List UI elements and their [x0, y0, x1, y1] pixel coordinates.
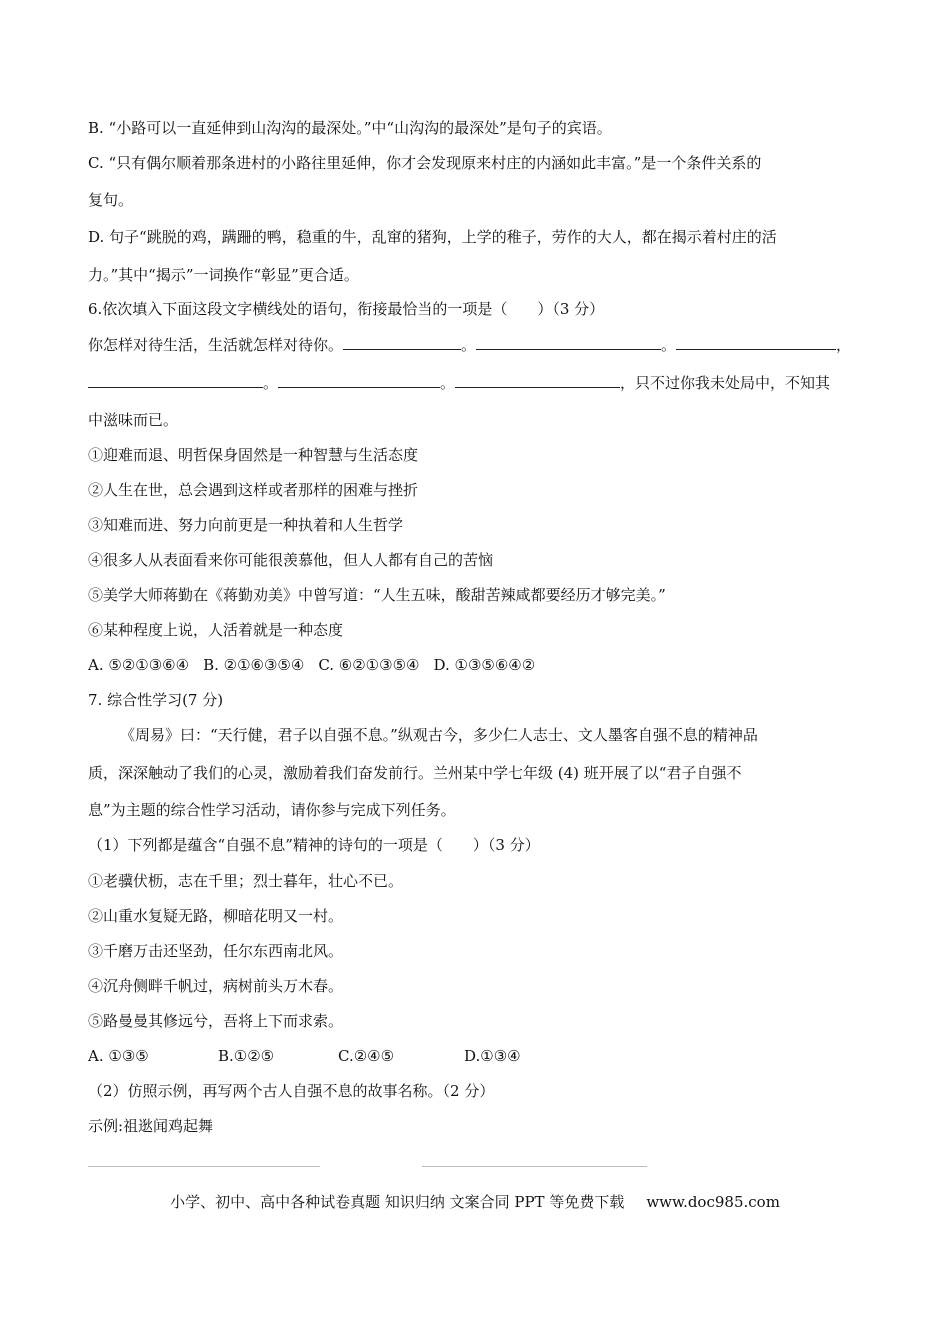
q6-choice-c[interactable]: C. ⑥②①③⑤④: [318, 656, 420, 674]
q6-passage-line2: 。 。 ，只不过你我未处局中，不知其: [88, 373, 830, 393]
q7-sub1-item-2: ②山重水复疑无路，柳暗花明又一村。: [88, 907, 344, 925]
q6-choice-a[interactable]: A. ⑤②①③⑥④: [88, 656, 190, 674]
q7-sub1-item-4: ④沉舟侧畔千帆过，病树前头万木春。: [88, 977, 344, 995]
q7-title: 7. 综合性学习(7 分): [88, 691, 224, 709]
q5-option-c-line2: 复句。: [88, 191, 134, 209]
answer-line-2[interactable]: [422, 1166, 647, 1167]
q5-option-c-line1: C. “只有偶尔顺着那条进村的小路往里延伸，你才会发现原来村庄的内涵如此丰富。”是一个条件关系的: [88, 154, 762, 172]
q6-item-1: ①迎难而退、明哲保身固然是一种智慧与生活态度: [88, 446, 419, 464]
answer-blank-3[interactable]: [676, 335, 836, 350]
q5-option-b: B. “小路可以一直延伸到山沟沟的最深处。”中“山沟沟的最深处”是句子的宾语。: [88, 119, 612, 137]
q7-choice-d[interactable]: D.①③④: [464, 1047, 521, 1065]
q6-choice-b[interactable]: B. ②①⑥③⑤④: [203, 656, 305, 674]
answer-blank-2[interactable]: [476, 335, 661, 350]
q7-sub1-item-1: ①老骥伏枥，志在千里；烈士暮年，壮心不已。: [88, 872, 404, 890]
q7-choice-c[interactable]: C.②④⑤: [338, 1047, 395, 1065]
q6-item-5: ⑤美学大师蒋勤在《蒋勤劝美》中曾写道：“人生五味，酸甜苦辣咸都要经历才够完美。”: [88, 586, 666, 604]
answer-blank-1[interactable]: [343, 335, 461, 350]
q7-sub1-item-3: ③千磨万击还坚劲，任尔东西南北风。: [88, 942, 344, 960]
q6-passage-line1: 你怎样对待生活，生活就怎样对待你。 。 。 ，: [88, 336, 852, 354]
q6-title: 6.依次填入下面这段文字横线处的语句，衔接最恰当的一项是（ ）（3 分）: [88, 300, 605, 318]
q7-intro-line2: 质，深深触动了我们的心灵，激励着我们奋发前行。兰州某中学七年级 (4) 班开展了以“君子自强不: [88, 764, 742, 782]
q6-choices: [88, 655, 549, 675]
answer-blank-6[interactable]: [455, 373, 620, 388]
q6-passage-start: 你怎样对待生活，生活就怎样对待你。: [88, 336, 344, 354]
q7-choice-b[interactable]: B.①②⑤: [218, 1047, 275, 1065]
page-footer: [0, 1192, 950, 1212]
q6-item-6: ⑥某种程度上说，人活着就是一种态度: [88, 621, 344, 639]
q5-option-d-line2: 力。”其中“揭示”一词换作“彰显”更合适。: [88, 266, 359, 284]
q7-choice-a[interactable]: A. ①③⑤: [88, 1047, 149, 1065]
q5-option-d-line1: D. 句子“跳脱的鸡，蹒跚的鸭，稳重的牛，乱窜的猪狗，上学的稚子，劳作的大人，都在揭示着村庄的活: [88, 228, 777, 246]
q6-choice-d[interactable]: D. ①③⑤⑥④②: [433, 656, 536, 674]
answer-line-1[interactable]: [88, 1166, 320, 1167]
q7-sub1-title: （1）下列都是蕴含“自强不息”精神的诗句的一项是（ ）（3 分）: [88, 836, 540, 854]
q7-sub2-example: 示例:祖逖闻鸡起舞: [88, 1117, 214, 1135]
q6-item-3: ③知难而进、努力向前更是一种执着和人生哲学: [88, 516, 404, 534]
q6-item-4: ④很多人从表面看来你可能很羡慕他，但人人都有自己的苦恼: [88, 551, 494, 569]
q7-intro-line3: 息”为主题的综合性学习活动，请你参与完成下列任务。: [88, 801, 456, 819]
q7-sub1-choices: [88, 1046, 521, 1066]
q6-passage-line2-end: ，只不过你我未处局中，不知其: [620, 374, 831, 392]
footer-url[interactable]: www.doc985.com: [646, 1193, 780, 1211]
q7-sub1-item-5: ⑤路曼曼其修远兮，吾将上下而求索。: [88, 1012, 344, 1030]
q6-item-2: ②人生在世，总会遇到这样或者那样的困难与挫折: [88, 481, 419, 499]
answer-blank-4[interactable]: [88, 373, 263, 388]
answer-blank-5[interactable]: [278, 373, 440, 388]
footer-text: 小学、初中、高中各种试卷真题 知识归纳 文案合同 PPT 等免费下载: [170, 1193, 625, 1211]
q6-passage-line3: 中滋味而已。: [88, 411, 179, 429]
q7-intro-line1: 《周易》曰：“天行健，君子以自强不息。”纵观古今，多少仁人志士、文人墨客自强不息的精神品: [120, 726, 758, 744]
q7-sub2-title: （2）仿照示例，再写两个古人自强不息的故事名称。（2 分）: [88, 1082, 495, 1100]
